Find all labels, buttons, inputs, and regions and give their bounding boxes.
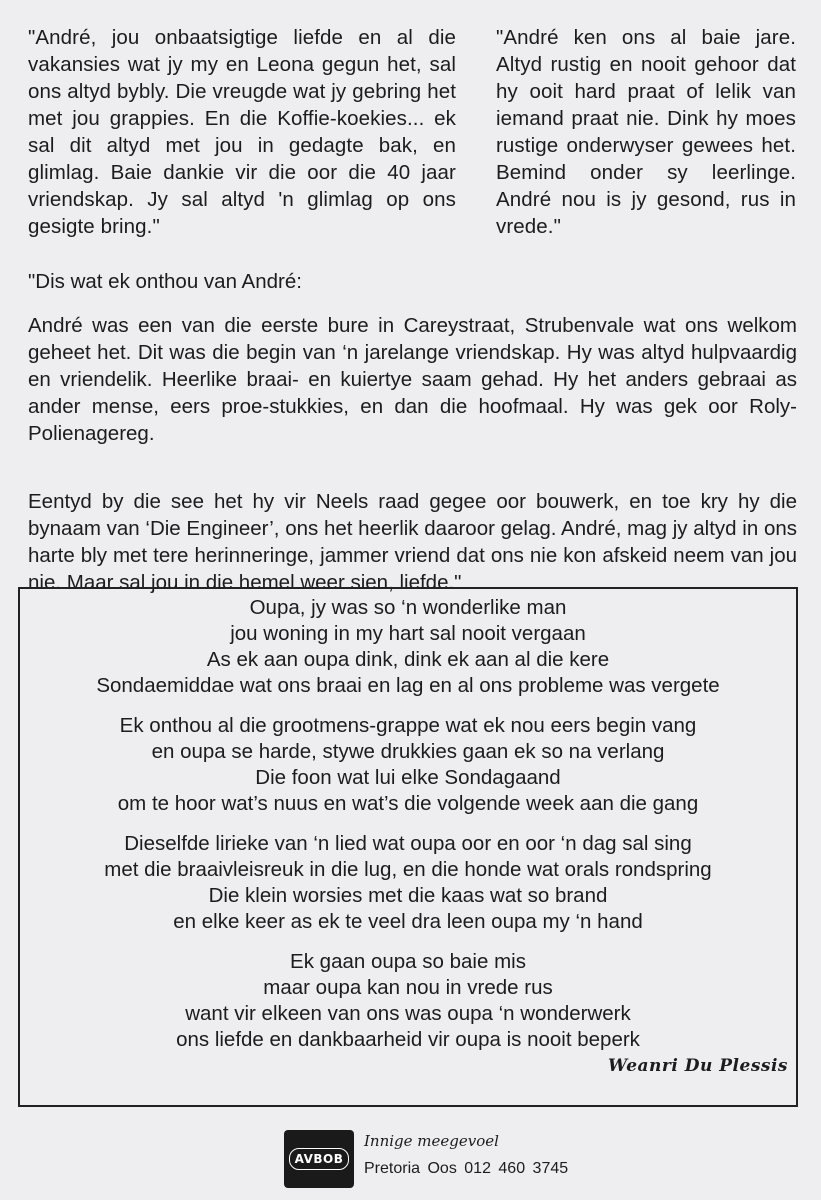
poem-line: met die braaivleisreuk in die lug, en die honde wat orals rondspring [104, 858, 712, 881]
poem-line: maar oupa kan nou in vrede rus [263, 976, 553, 999]
poem-line: Die foon wat lui elke Sondagaand [255, 766, 561, 789]
poem-line: en oupa se harde, stywe drukkies gaan ek so na verlang [151, 740, 665, 763]
poem-stanza-4 [20, 949, 796, 1053]
poem-line: Ek gaan oupa so baie mis [290, 950, 526, 973]
poem-line: want vir elkeen van ons was oupa ‘n wonderwerk [185, 1002, 631, 1025]
poem-line: Dieselfde lirieke van ‘n lied wat oupa oor en oor ‘n dag sal sing [124, 832, 692, 855]
tribute-left: "André, jou onbaatsigtige liefde en al die vakansies wat jy my en Leona gegun het, sal ons altyd bybly. Die vreugde wat jy gebring het met jou grappies. En die Koffie-koekies... ek sal dit altyd met jou in gedagte bak, en glimlag. Baie dankie vir die oor die 40 jaar vriendskap. Jy sal altyd 'n glimlag op ons gesigte bring." [28, 26, 456, 238]
sympathy-text: Innige meegevoel [364, 1132, 499, 1150]
poem-stanza-3 [20, 831, 796, 935]
poem-line: jou woning in my hart sal nooit vergaan [230, 622, 586, 645]
memory-paragraph-1: André was een van die eerste bure in Careystraat, Strubenvale wat ons welkom geheet het. Dit was die begin van ‘n jarelange vriendskap. Hy was altyd hulpvaardig en vriendelik. Heerlike braai- en kuiertye saam gehad. Hy het anders gebraai as ander mense, eers proe-stukkies, en dan die hoofmaal. Hy was gek oor Roly-Polienagereg. [28, 314, 797, 445]
poem-signature: Weanri Du Plessis [608, 1056, 788, 1076]
avbob-logo [284, 1130, 354, 1188]
memory-paragraph-2: Eentyd by die see het hy vir Neels raad gegee oor bouwerk, en toe kry hy die bynaam van ‘Die Engineer’, ons het heerlik daaroor gelag. André, mag jy altyd in ons harte bly met tere herinneringe, jammer vriend dat ons nie kon afskeid neem van jou nie. Maar sal jou in die hemel weer sien, liefde." [28, 490, 797, 594]
branch-contact [364, 1160, 568, 1178]
poem-line: ons liefde en dankbaarheid vir oupa is nooit beperk [176, 1028, 640, 1051]
memory-heading: "Dis wat ek onthou van André: [28, 270, 302, 293]
poem-line: Die klein worsies met die kaas wat so brand [208, 884, 608, 907]
poem-line: As ek aan oupa dink, dink ek aan al die kere [206, 648, 610, 671]
poem-line: Sondaemiddae wat ons braai en lag en al ons probleme was vergete [96, 674, 720, 697]
avbob-logo-text: AVBOB [289, 1148, 350, 1170]
poem-stanza-1 [20, 595, 796, 699]
poem-box [18, 587, 798, 1107]
poem-line: en elke keer as ek te veel dra leen oupa my ‘n hand [173, 910, 643, 933]
branch-name: Pretoria Oos [364, 1160, 457, 1177]
poem-line: Oupa, jy was so ‘n wonderlike man [249, 596, 567, 619]
poem-line: Ek onthou al die grootmens-grappe wat ek nou eers begin vang [119, 714, 697, 737]
tribute-right: "André ken ons al baie jare. Altyd rustig en nooit gehoor dat hy ooit hard praat of lelik van iemand praat nie. Dink hy moes rustige onderwyser gewees het. Bemind onder sy leerlinge. André nou is jy gesond, rus in vrede." [496, 26, 796, 238]
poem-line: om te hoor wat’s nuus en wat’s die volgende week aan die gang [117, 792, 699, 815]
poem-stanza-2 [20, 713, 796, 817]
branch-phone: 012 460 3745 [464, 1160, 569, 1177]
